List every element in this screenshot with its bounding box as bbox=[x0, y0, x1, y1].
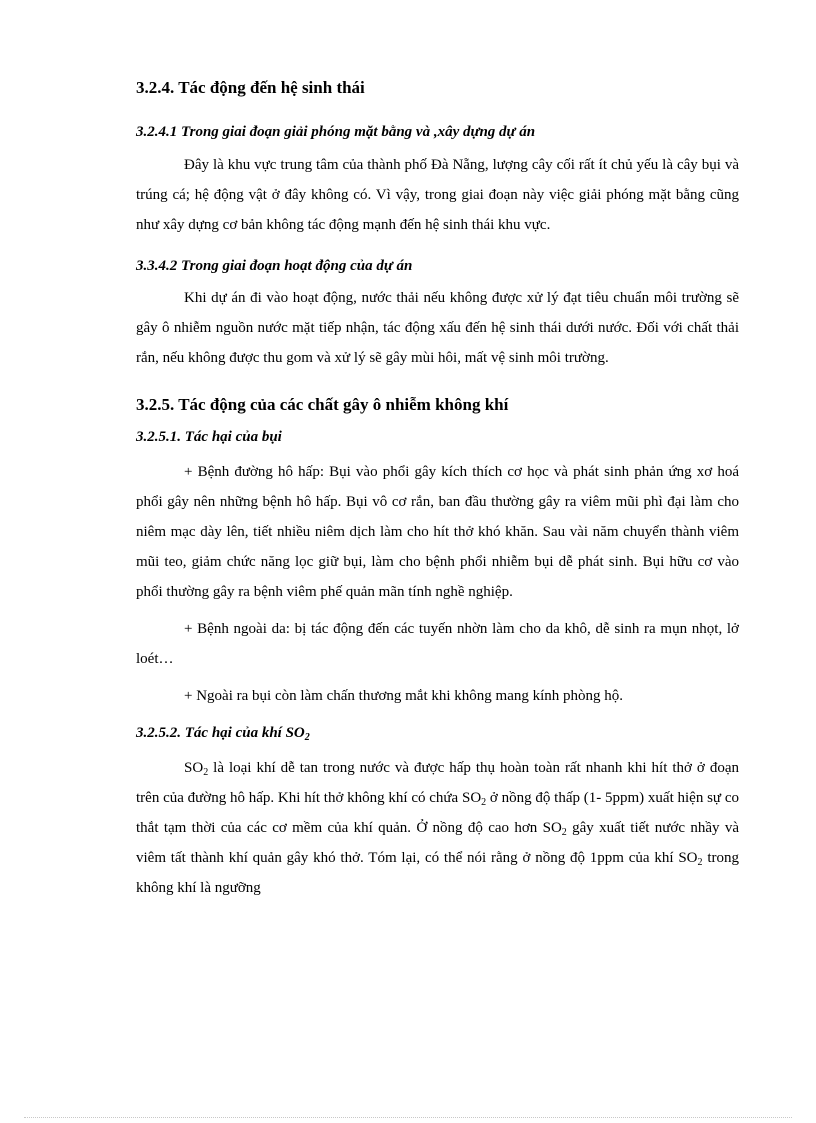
subsection-heading-3-2-5-2 bbox=[136, 723, 739, 743]
so2-subscript: 2 bbox=[203, 767, 209, 778]
page-bottom-divider bbox=[24, 1117, 792, 1118]
paragraph-respiratory-disease: + Bệnh đường hô hấp: Bụi vào phổi gây kích thích cơ học và phát sinh phản ứng xơ hoá phổi gây nên những bệnh hô hấp. Bụi vô cơ rắn, ban đầu thường gây ra viêm mũi phì đại làm cho niêm mạc dày lên, tiết nhiều niêm dịch làm cho hít thở khó khăn. Sau vài năm chuyển thành viêm mũi teo, giảm chức năng lọc giữ bụi, làm cho bệnh phổi nhiễm bụi dễ phát sinh. Bụi hữu cơ vào phổi thường gây ra bệnh viêm phế quản mãn tính nghề nghiệp. bbox=[136, 464, 739, 600]
section-heading-3-2-5: 3.2.5. Tác động của các chất gây ô nhiễm không khí bbox=[136, 395, 509, 414]
paragraph-site-clearance: Đây là khu vực trung tâm của thành phố Đà Nẵng, lượng cây cối rất ít chủ yếu là cây bụi và trúng cá; hệ động vật ở đây không có. Vì vậy, trong giai đoạn này việc giải phóng mặt bằng cũng như xây dựng cơ bản không tác động mạnh đến hệ sinh thái khu vực. bbox=[136, 157, 739, 233]
so2-text-part: ở nồng độ thấp (1- 5ppm) xuất hiện sự co thắt tạm thời của các cơ mềm của khí quản. Ở nồng độ cao hơn SO bbox=[136, 790, 739, 836]
section-heading-3-2-4: 3.2.4. Tác động đến hệ sinh thái bbox=[136, 78, 365, 97]
so2-subscript: 2 bbox=[481, 797, 487, 808]
paragraph-skin-disease: + Bệnh ngoài da: bị tác động đến các tuyến nhờn làm cho da khô, dễ sinh ra mụn nhọt, lở loét… bbox=[136, 621, 739, 667]
so2-text-part: trong không khí là ngưỡng bbox=[136, 850, 739, 896]
subsection-heading-3-3-4-2: 3.3.4.2 Trong giai đoạn hoạt động của dự án bbox=[136, 258, 413, 274]
subsection-heading-3-2-5-1: 3.2.5.1. Tác hại của bụi bbox=[136, 429, 282, 445]
so2-subscript: 2 bbox=[561, 827, 567, 838]
paragraph-so2-effects bbox=[136, 753, 739, 903]
so2-heading-subscript: 2 bbox=[304, 732, 310, 743]
so2-text-part: gây xuất tiết nước nhầy và viêm tất thành khí quản gây khó thở. Tóm lại, có thể nói rằng ở nồng độ 1ppm của khí SO bbox=[136, 820, 739, 866]
document-page bbox=[136, 72, 739, 903]
subsection-heading-3-2-4-1: 3.2.4.1 Trong giai đoạn giải phóng mặt bằng và ,xây dựng dự án bbox=[136, 124, 536, 140]
so2-text-part: là loại khí dễ tan trong nước và được hấp thụ hoàn toàn rất nhanh khi hít thở ở đoạn trên của đường hô hấp. Khi hít thở không khí có chứa SO bbox=[136, 760, 739, 806]
paragraph-operation-phase: Khi dự án đi vào hoạt động, nước thải nếu không được xử lý đạt tiêu chuẩn môi trường sẽ gây ô nhiễm nguồn nước mặt tiếp nhận, tác động xấu đến hệ sinh thái dưới nước. Đối với chất thải rắn, nếu không được thu gom và xử lý sẽ gây mùi hôi, mất vệ sinh môi trường. bbox=[136, 290, 739, 366]
paragraph-eye-injury: + Ngoài ra bụi còn làm chấn thương mắt khi không mang kính phòng hộ. bbox=[184, 688, 624, 704]
so2-text-part: SO bbox=[184, 760, 204, 776]
so2-heading-text: 3.2.5.2. Tác hại của khí SO bbox=[136, 725, 305, 741]
so2-subscript: 2 bbox=[697, 857, 703, 868]
